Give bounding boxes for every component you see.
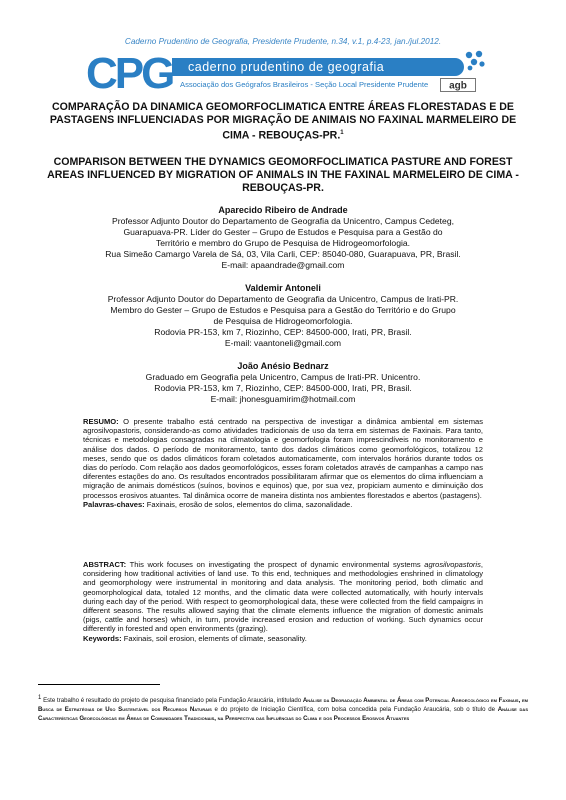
logo-bar-text: caderno prudentino de geografia bbox=[188, 60, 385, 74]
author-name: Aparecido Ribeiro de Andrade bbox=[218, 205, 348, 215]
footnote-number: 1 bbox=[38, 695, 42, 701]
author-email: E-mail: apaandrade@gmail.com bbox=[221, 260, 345, 270]
author-affiliation-line: Território e membro do Grupo de Pesquisa de Hidrogeomorfologia. bbox=[155, 238, 411, 248]
author-email: E-mail: jhonesguamirim@hotmail.com bbox=[210, 394, 356, 404]
resumo-paragraph bbox=[83, 417, 483, 500]
author-name: João Anésio Bednarz bbox=[237, 361, 329, 371]
author-address: Rodovia PR-153, km 7, Riozinho, CEP: 84500-000, Irati, PR, Brasil. bbox=[154, 383, 412, 393]
author-affiliation-line: Guarapuava-PR. Líder do Gester – Grupo de Estudos e Pesquisa para a Gestão do bbox=[123, 227, 443, 237]
keywords-label: Keywords: bbox=[83, 633, 122, 643]
author-email: E-mail: vaantoneli@gmail.com bbox=[224, 338, 342, 348]
abstract-text-rest: , considering how traditional activities of land use. To this end, techniques and methodologies enshrined in climatology and geomorphology were instrumental in monitoring and data analysis. The monitoring period, both climatic and geomorphological data, totaled 12 months, and the climatic data were collected automatically, with hourly intervals during each day of the period. With respect to geomorphological data, these were collected from the field campaigns in different seasons. The results allowed saying that the climate elements influence the migration of domestic animals (pigs, cattle and horses) which, in turn, provide increased erosion and reduction of working. Such dynamics occur differently in forested and open environments (grazing). bbox=[83, 560, 483, 634]
resumo-label: RESUMO: bbox=[83, 417, 119, 426]
title-portuguese bbox=[40, 101, 526, 143]
abstract-label: ABSTRACT: bbox=[83, 560, 127, 569]
footnote-text-a: Este trabalho é resultado do projeto de pesquisa financiado pela Fundação Araucária, intitulado bbox=[43, 697, 303, 705]
footnote-text-b: e do projeto de Iniciação Científica, com bolsa concedida pela Fundação Araucária, sob o título de bbox=[211, 706, 498, 714]
abstract-paragraph bbox=[83, 560, 483, 634]
author-affiliation-line: Membro do Gester – Grupo de Estudos e Pesquisa para a Gestão do Território e do Grupo bbox=[110, 305, 456, 315]
palavras-chaves bbox=[83, 500, 483, 509]
journal-citation: Caderno Prudentino de Geografia, Presidente Prudente, n.34, v.1, p.4-23, jan./jul.2012. bbox=[124, 37, 442, 46]
author-affiliation-line: Professor Adjunto Doutor do Departamento de Geografia da Unicentro, Campus de Irati-PR. bbox=[107, 294, 459, 304]
resumo-text: O presente trabalho está centrado na perspectiva de investigar a dinâmica ambiental em sistemas agrosilvopastoris, considerando-as como atividades tradicionais de uso da terra em sistemas de Faxinais. Para tanto, técnicas e metodologias consagradas na climatologia e geomorfologia foram imprescindíveis no monitoramento e análise dos dados. O período de monitoramento, tanto dos dados climáticos como geomorfológicos, totalizou 12 meses, sendo que os dados climáticos foram coletados automaticamente, com intervalos horários durante todos os dias do período. Com relação aos dados geomorfológicos, esses foram coletados através de campanhas a campo nas diferentes estações do ano. Os resultados encontrados possibilitaram afirmar que os elementos do clima influenciam a migração de animais domésticos (suínos, bovinos e equinos) que, por sua vez, propiciam aumento e diminuição dos processos erosivos atuantes. Tal dinâmica ocorre de maneira distinta nos ambientes florestados e abertos (pastagens). bbox=[83, 417, 483, 500]
palavras-chaves-text: Faxinais, erosão de solos, elementos do clima, sazonalidade. bbox=[146, 499, 353, 509]
footnote-title-b: Análise das Características Geoecológicas em Áreas de Comunidades Tradicionais, na Perspectiva das Influências do Clima e dos Processos Erosivos Atuantes bbox=[38, 706, 528, 723]
author-affiliation-line: Graduado em Geografia pela Unicentro, Campus de Irati-PR. Unicentro. bbox=[145, 372, 421, 382]
author-affiliation-line: de Pesquisa de Hidrogeomorfologia. bbox=[213, 316, 353, 326]
abstract-section bbox=[83, 560, 483, 643]
dots-icon bbox=[464, 50, 486, 72]
keywords-text: Faxinais, soil erosion, elements of climate, seasonality. bbox=[123, 633, 307, 643]
title-english: COMPARISON BETWEEN THE DYNAMICS GEOMORFOCLIMATICA PASTURE AND FOREST AREAS INFLUENCED BY MIGRATION OF ANIMALS IN THE FAXINAL MARMELEIRO DE CIMA - REBOUÇAS-PR. bbox=[47, 156, 519, 194]
title-portuguese-text: COMPARAÇÃO DA DINAMICA GEOMORFOCLIMATICA ENTRE ÁREAS FLORESTADAS E DE PASTAGENS INFLUENCIADAS POR MIGRAÇÃO DE ANIMAIS NO FAXINAL MARMELEIRO DE CIMA - REBOUÇAS-PR. bbox=[49, 101, 517, 142]
author-address: Rua Simeão Camargo Varela de Sá, 03, Vila Carli, CEP: 85040-080, Guarapuava, PR, Brasil. bbox=[105, 249, 461, 259]
journal-logo bbox=[84, 48, 484, 94]
agb-logo-icon bbox=[440, 78, 476, 92]
author-1 bbox=[70, 205, 496, 271]
author-name: Valdemir Antoneli bbox=[245, 283, 321, 293]
agb-logo-text: agb bbox=[449, 80, 467, 92]
abstract-italic-term: agrosilvopastoris bbox=[424, 560, 481, 569]
footnote-mark: 1 bbox=[340, 130, 344, 136]
logo-association-text: Associação dos Geógrafos Brasileiros - Seção Local Presidente Prudente bbox=[180, 80, 429, 89]
author-2 bbox=[70, 283, 496, 349]
footnote-divider bbox=[38, 684, 160, 685]
author-3 bbox=[70, 361, 496, 405]
footnote bbox=[38, 694, 528, 723]
author-address: Rodovia PR-153, km 7, Riozinho, CEP: 84500-000, Irati, PR, Brasil. bbox=[154, 327, 412, 337]
author-affiliation-line: Professor Adjunto Doutor do Departamento de Geografia da Unicentro, Campus Cedeteg, bbox=[111, 216, 455, 226]
palavras-chaves-label: Palavras-chaves: bbox=[83, 499, 145, 509]
resumo-section bbox=[83, 417, 483, 509]
keywords bbox=[83, 634, 483, 643]
cpg-logo-letters: CPG bbox=[86, 49, 173, 94]
footnote-title-a: Análise da Degradação Ambiental de Áreas com Potencial Agroecológico em Faxinais, em Busca de Estratégias de Uso Sustentável dos Recursos Naturais bbox=[38, 697, 528, 714]
cpg-logo-icon bbox=[84, 48, 176, 94]
abstract-text-start: This work focuses on investigating the prospect of dynamic environmental systems bbox=[129, 560, 425, 569]
